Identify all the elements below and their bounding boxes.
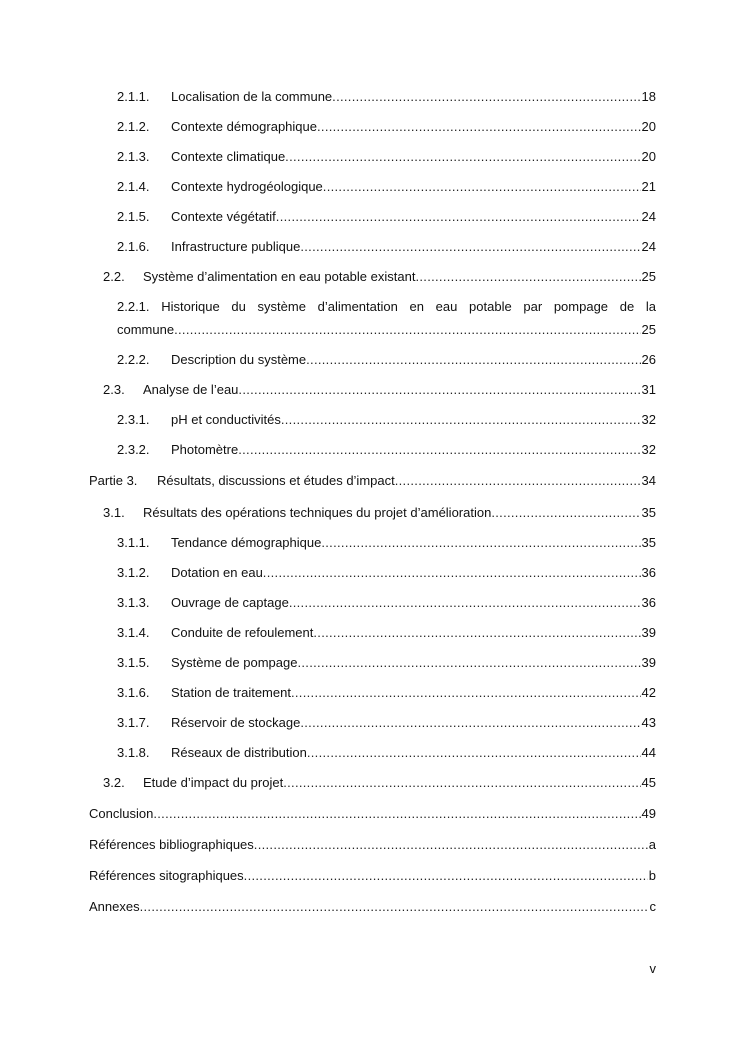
toc-entry-title: Références bibliographiques — [89, 837, 254, 852]
toc-entry-page: 32 — [641, 412, 656, 427]
toc-entry[interactable] — [117, 411, 656, 428]
toc-dot-leader — [307, 744, 641, 761]
toc-entry-page: 34 — [641, 473, 656, 488]
toc-entry-title: Description du système — [171, 352, 307, 367]
toc-entry[interactable] — [117, 208, 656, 225]
toc-entry-page: c — [649, 899, 656, 914]
toc-dot-leader — [281, 411, 641, 428]
toc-entry-number: 3.1.4. — [117, 625, 150, 640]
toc-dot-leader — [323, 178, 641, 195]
toc-entry-number: 3.1.7. — [117, 715, 150, 730]
toc-entry-word: potable — [469, 299, 512, 314]
toc-entry-page: 44 — [641, 745, 656, 760]
toc-dot-leader — [289, 594, 641, 611]
toc-entry-word: en — [409, 299, 424, 314]
toc-entry-line2[interactable] — [117, 321, 656, 338]
toc-entry[interactable] — [103, 268, 656, 285]
toc-entry-title: Résultats, discussions et études d’impact — [157, 473, 395, 488]
toc-entry[interactable] — [103, 774, 656, 791]
toc-entry-title: Contexte démographique — [171, 119, 317, 134]
toc-entry-page: 32 — [641, 442, 656, 457]
toc-entry-title: Système de pompage — [171, 655, 298, 670]
toc-entry-number: 3.1.2. — [117, 565, 150, 580]
toc-entry[interactable] — [117, 148, 656, 165]
toc-entry-line1[interactable] — [117, 298, 656, 315]
toc-dot-leader — [332, 88, 640, 105]
toc-dot-leader — [238, 441, 640, 458]
toc-entry-number: 2.2.1. — [117, 299, 150, 314]
toc-entry[interactable] — [117, 594, 656, 611]
toc-entry-title: commune — [117, 322, 175, 337]
toc-dot-leader — [263, 564, 641, 581]
toc-entry[interactable] — [117, 238, 656, 255]
toc-dot-leader — [415, 268, 640, 285]
toc-entry-title: Annexes — [89, 899, 140, 914]
toc-entry[interactable] — [89, 867, 656, 884]
toc-entry-page: 39 — [641, 625, 656, 640]
toc-entry-word: de — [619, 299, 635, 314]
toc-entry-number: 2.3.2. — [117, 442, 150, 457]
toc-entry-number: 2.1.5. — [117, 209, 150, 224]
toc-entry[interactable] — [117, 441, 656, 458]
toc-dot-leader — [297, 654, 640, 671]
toc-entry[interactable] — [117, 714, 656, 731]
toc-entry[interactable] — [117, 118, 656, 135]
toc-entry-number: Partie 3. — [89, 473, 138, 488]
toc-entry-page: 45 — [641, 775, 656, 790]
toc-entry-page: 24 — [641, 239, 656, 254]
toc-entry-page: 36 — [641, 565, 656, 580]
toc-entry-title: Contexte végétatif — [171, 209, 276, 224]
toc-dot-leader — [238, 381, 640, 398]
toc-entry[interactable] — [117, 624, 656, 641]
toc-entry-page: 49 — [641, 806, 656, 821]
toc-entry-word: la — [645, 299, 656, 314]
toc-entry-number: 3.1.6. — [117, 685, 150, 700]
toc-entry-title: Dotation en eau — [171, 565, 263, 580]
toc-entry[interactable] — [117, 744, 656, 761]
toc-entry-number: 2.1.6. — [117, 239, 150, 254]
toc-entry-title: Infrastructure publique — [171, 239, 301, 254]
toc-entry-number: 3.2. — [103, 775, 125, 790]
toc-entry[interactable] — [89, 836, 656, 853]
toc-entry-word: d’alimentation — [317, 299, 398, 314]
toc-entry-number: 3.1.5. — [117, 655, 150, 670]
toc-entry-page: 25 — [641, 322, 656, 337]
toc-dot-leader — [291, 684, 641, 701]
toc-dot-leader — [276, 208, 641, 225]
toc-entry-number: 2.2. — [103, 269, 125, 284]
toc-entry-title: Localisation de la commune — [171, 89, 333, 104]
toc-entry-title: pH et conductivités — [171, 412, 281, 427]
toc-entry[interactable] — [103, 381, 656, 398]
toc-entry-page: 18 — [641, 89, 656, 104]
toc-entry-word: Historique — [161, 299, 220, 314]
toc-entry-number: 2.1.3. — [117, 149, 150, 164]
toc-entry-title: Ouvrage de captage — [171, 595, 289, 610]
toc-entry-number: 3.1. — [103, 505, 125, 520]
toc-entry-page: 21 — [641, 179, 656, 194]
toc-dot-leader — [321, 534, 640, 551]
toc-entry-number: 3.1.3. — [117, 595, 150, 610]
toc-entry-number: 2.1.4. — [117, 179, 150, 194]
toc-entry-page: b — [648, 868, 656, 883]
toc-entry-title: Système d’alimentation en eau potable existant — [143, 269, 416, 284]
toc-entry-word: système — [257, 299, 306, 314]
toc-entry-number: 2.1.2. — [117, 119, 150, 134]
toc-entry-title: Photomètre — [171, 442, 239, 457]
toc-entry-word: eau — [435, 299, 458, 314]
toc-entry-word: du — [231, 299, 246, 314]
toc-entry-page: 36 — [641, 595, 656, 610]
toc-entry-page: 24 — [641, 209, 656, 224]
toc-entry-title: Résultats des opérations techniques du projet d’amélioration — [143, 505, 492, 520]
toc-dot-leader — [174, 321, 640, 338]
toc-entry-title: Références sitographiques — [89, 868, 244, 883]
toc-entry-title: Réservoir de stockage — [171, 715, 301, 730]
toc-dot-leader — [153, 805, 640, 822]
toc-entry-title: Contexte climatique — [171, 149, 286, 164]
toc-dot-leader — [300, 714, 640, 731]
toc-dot-leader — [317, 118, 641, 135]
toc-entry[interactable] — [117, 684, 656, 701]
toc-entry-number: 2.2.2. — [117, 352, 150, 367]
toc-entry-page: a — [648, 837, 656, 852]
toc-entry-page: 25 — [641, 269, 656, 284]
toc-entry-title: Etude d’impact du projet — [143, 775, 284, 790]
toc-entry[interactable] — [89, 898, 656, 915]
toc-entry-title: Station de traitement — [171, 685, 291, 700]
toc-entry-page: 20 — [641, 149, 656, 164]
toc-entry-word: pompage — [553, 299, 609, 314]
toc-entry-title: Réseaux de distribution — [171, 745, 307, 760]
toc-entry-number: 3.1.8. — [117, 745, 150, 760]
toc-dot-leader — [395, 472, 641, 489]
toc-dot-leader — [491, 504, 640, 521]
toc-entry-title: Tendance démographique — [171, 535, 322, 550]
toc-entry[interactable] — [117, 351, 656, 368]
toc-dot-leader — [313, 624, 640, 641]
toc-entry-title: Conclusion — [89, 806, 154, 821]
toc-dot-leader — [244, 867, 648, 884]
toc-dot-leader — [300, 238, 640, 255]
toc-entry-word: par — [523, 299, 543, 314]
toc-entry-page: 35 — [641, 535, 656, 550]
toc-entry-number: 2.1.1. — [117, 89, 150, 104]
toc-dot-leader — [254, 836, 648, 853]
toc-entry-page: 31 — [641, 382, 656, 397]
toc-entry[interactable] — [117, 654, 656, 671]
toc-entry[interactable] — [117, 564, 656, 581]
toc-dot-leader — [140, 898, 649, 915]
toc-entry[interactable] — [89, 472, 656, 489]
toc-entry[interactable] — [89, 805, 656, 822]
toc-entry-number: 2.3. — [103, 382, 125, 397]
toc-entry-page: 42 — [641, 685, 656, 700]
toc-dot-leader — [285, 148, 640, 165]
toc-entry-page: 20 — [641, 119, 656, 134]
toc-dot-leader — [306, 351, 640, 368]
toc-entry-page: 26 — [641, 352, 656, 367]
toc-entry-title: Conduite de refoulement — [171, 625, 314, 640]
toc-entry-page: 35 — [641, 505, 656, 520]
toc-dot-leader — [283, 774, 640, 791]
toc-entry-page: 39 — [641, 655, 656, 670]
toc-entry[interactable] — [117, 534, 656, 551]
toc-entry-title: Analyse de l’eau — [143, 382, 239, 397]
toc-entry[interactable] — [117, 88, 656, 105]
toc-entry-number: 3.1.1. — [117, 535, 150, 550]
toc-entry-number: 2.3.1. — [117, 412, 150, 427]
toc-entry[interactable] — [117, 178, 656, 195]
toc-entry-title: Contexte hydrogéologique — [171, 179, 323, 194]
toc-entry[interactable] — [103, 504, 656, 521]
page-number: v — [649, 961, 656, 976]
toc-entry-page: 43 — [641, 715, 656, 730]
